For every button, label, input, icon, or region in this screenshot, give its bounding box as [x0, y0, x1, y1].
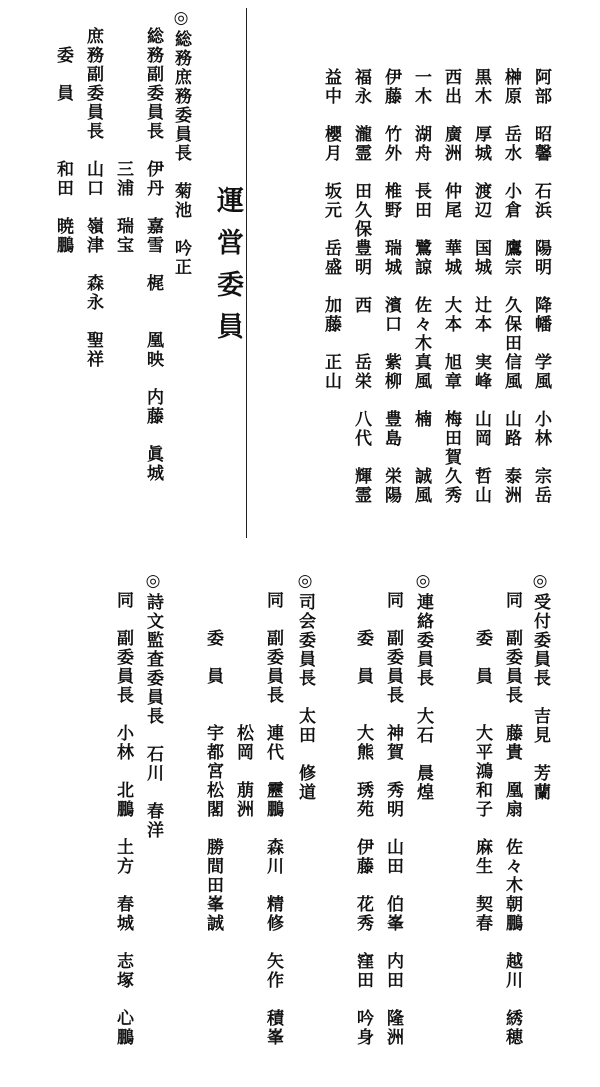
member-column: 福永 瀧霊 田久保豊明 西 岳栄 八代 輝霊: [351, 68, 371, 505]
committee-column: 庶務副委員長 山口 嶺津 森永 聖祥: [83, 27, 103, 369]
member-column: 阿部 昭馨 石浜 陽明 降幡 学風 小林 宗岳: [531, 68, 551, 505]
committee-column: 総務副委員長 伊丹 嘉雪 梶 凰映 内藤 眞城: [143, 27, 163, 483]
title-rule: [246, 8, 247, 538]
committee-column: 委 員 宇都宮松閣 勝間田峯誠: [203, 591, 223, 933]
committee-column: 同 副委員長 連代 靂鵬 森川 精修 矢作 積峯: [263, 591, 283, 1047]
committee-column: 同 副委員長 神賀 秀明 山田 伯峯 内田 隆洲: [383, 591, 403, 1047]
member-column: 榊原 岳水 小倉 鷹宗 久保田信風 山路 泰洲: [501, 68, 521, 505]
committee-column: ◎連絡委員長 大石 晨煌: [413, 571, 433, 802]
member-column: 一木 湖舟 長田 鷺諒 佐々木真風 楠 誠風: [411, 68, 431, 505]
committee-column: 三浦 瑞宝: [113, 27, 133, 255]
committee-column: ◎受付委員長 吉見 芳蘭: [530, 571, 550, 802]
committee-column: 委 員 大平鴻和子 麻生 契春: [472, 591, 492, 933]
committee-column: 同 副委員長 藤貴 凰扇 佐々木朝鵬 越川 綉穂: [502, 591, 522, 1047]
committee-column: ◎司会委員長 太田 修道: [295, 571, 315, 802]
committee-column: 松岡 萠洲: [233, 591, 253, 819]
committee-column: 委 員 大熊 琇苑 伊藤 花秀 窪田 吟身: [353, 591, 373, 1047]
member-column: 伊藤 竹外 椎野 瑞城 濱口 紫柳 豊島 栄陽: [381, 68, 401, 505]
committee-column: ◎詩文監査委員長 石川 春洋: [143, 571, 163, 840]
page-title: 運営委員: [212, 186, 243, 354]
committee-column: 同 副委員長 小林 北鵬 土方 春城 志塚 心鵬: [113, 591, 133, 1047]
member-column: 西出 廣洲 仲尾 華城 大本 旭章 梅田賀久秀: [441, 68, 461, 505]
member-column: 黒木 厚城 渡辺 国城 辻本 実峰 山岡 哲山: [471, 68, 491, 505]
committee-column: ◎総務庶務委員長 菊池 吟正: [171, 8, 191, 277]
committee-column: 委 員 和田 暁鵬: [53, 27, 73, 255]
member-column: 益中 櫻月 坂元 岳盛 加藤 正山: [321, 68, 341, 391]
